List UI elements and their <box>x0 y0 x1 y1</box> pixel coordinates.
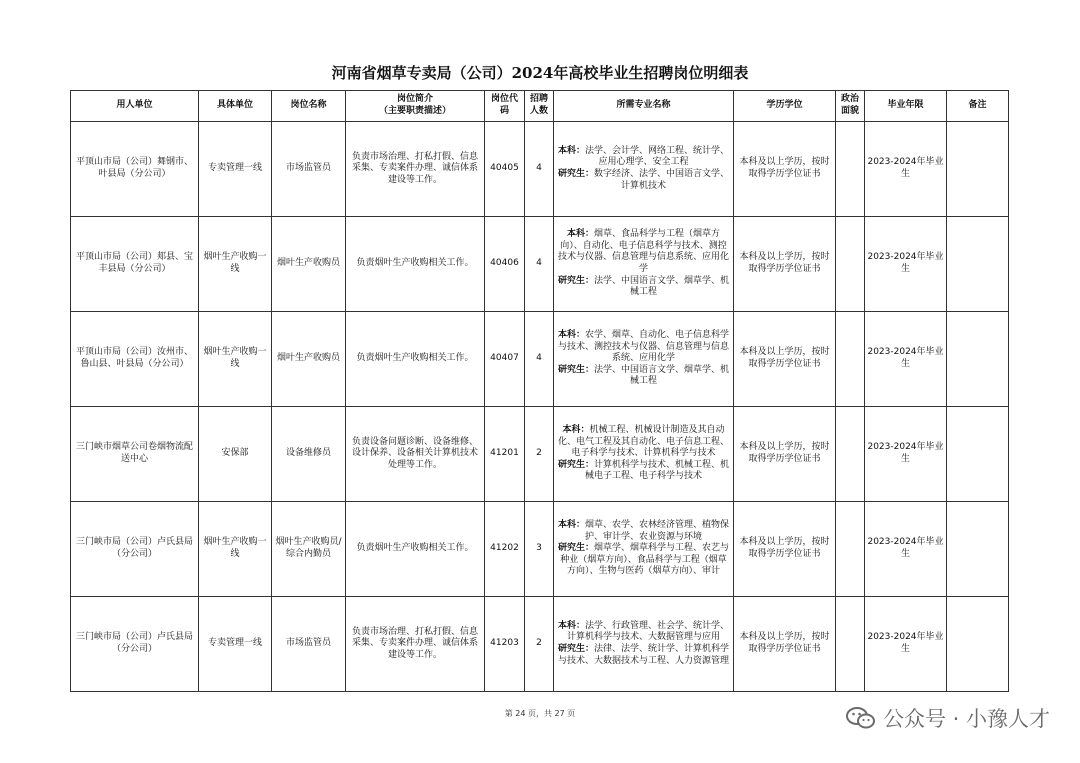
cell-employer: 三门峡市烟草公司卷烟物流配送中心 <box>71 407 199 502</box>
cell-unit: 烟叶生产收购一线 <box>199 217 272 312</box>
cell-degree: 本科及以上学历，按时取得学历学位证书 <box>734 502 836 597</box>
cell-position: 设备维修员 <box>272 407 346 502</box>
header-remarks: 备注 <box>947 91 1009 122</box>
cell-count: 2 <box>525 407 554 502</box>
cell-count: 4 <box>525 217 554 312</box>
cell-political <box>836 122 865 217</box>
grad-majors <box>556 644 731 667</box>
undergrad-label: 本科： <box>557 620 585 631</box>
undergrad-label: 本科： <box>557 145 585 156</box>
cell-position: 烟叶生产收购员 <box>272 217 346 312</box>
header-code <box>485 91 525 122</box>
page-footer: 第 24 页，共 27 页 <box>504 709 576 718</box>
undergrad-majors <box>556 146 731 169</box>
table-row <box>71 597 1009 692</box>
cell-employer: 三门峡市局（公司）卢氏县局（分公司） <box>71 597 199 692</box>
cell-political <box>836 502 865 597</box>
cell-code: 41201 <box>485 407 525 502</box>
undergrad-text: 烟草、农学、农林经济管理、植物保护、审计学、农业资源与环境 <box>584 520 730 542</box>
table-row <box>71 502 1009 597</box>
cell-unit: 专卖管理一线 <box>199 122 272 217</box>
cell-count: 4 <box>525 312 554 407</box>
cell-unit: 安保部 <box>199 407 272 502</box>
header-political-line1: 政治 <box>840 94 859 105</box>
table-row <box>71 122 1009 217</box>
grad-text: 法学、中国语言文学、烟草学、机械工程 <box>594 275 730 298</box>
cell-graduation: 2023-2024年毕业生 <box>865 122 947 217</box>
cell-remarks <box>947 597 1009 692</box>
table-row <box>71 217 1009 312</box>
cell-remarks <box>947 502 1009 597</box>
cell-majors <box>554 217 734 312</box>
cell-intro: 负责烟叶生产收购相关工作。 <box>346 217 485 312</box>
cell-remarks <box>947 407 1009 502</box>
cell-code: 40406 <box>485 217 525 312</box>
grad-majors <box>556 169 731 192</box>
cell-unit: 烟叶生产收购一线 <box>199 312 272 407</box>
cell-majors <box>554 407 734 502</box>
undergrad-label: 本科： <box>562 425 590 436</box>
cell-remarks <box>947 122 1009 217</box>
grad-majors <box>556 365 731 388</box>
undergrad-majors <box>556 425 731 460</box>
cell-unit: 烟叶生产收购一线 <box>199 502 272 597</box>
cell-remarks <box>947 217 1009 312</box>
header-count <box>525 91 554 122</box>
cell-majors <box>554 312 734 407</box>
cell-position: 烟叶生产收购员 <box>272 312 346 407</box>
header-position: 岗位名称 <box>272 91 346 122</box>
undergrad-text: 机械工程、机械设计制造及其自动化、电气工程及其自动化、电子信息工程、电子科学与技术、计算机科学与技术 <box>557 425 729 459</box>
cell-graduation: 2023-2024年毕业生 <box>865 407 947 502</box>
cell-intro: 负责设备问题诊断、设备维修、设计保养、设备相关计算机技术处理等工作。 <box>346 407 485 502</box>
cell-code: 40407 <box>485 312 525 407</box>
undergrad-majors <box>556 621 731 644</box>
cell-employer: 平顶山市局（公司）舞钢市、叶县局（分公司） <box>71 122 199 217</box>
undergrad-majors <box>556 229 731 275</box>
header-intro <box>346 91 485 122</box>
cell-employer: 三门峡市局（公司）卢氏县局（分公司） <box>71 502 199 597</box>
header-political <box>836 91 865 122</box>
undergrad-text: 法学、会计学、网络工程、统计学、应用心理学、安全工程 <box>585 145 730 168</box>
table-row <box>71 407 1009 502</box>
grad-text: 数字经济、法学、中国语言文学、计算机技术 <box>594 169 730 191</box>
cell-degree: 本科及以上学历，按时取得学历学位证书 <box>734 122 836 217</box>
cell-intro: 负责烟叶生产收购相关工作。 <box>346 312 485 407</box>
header-intro-line1: 岗位简介 <box>396 94 433 105</box>
cell-employer: 平顶山市局（公司）郏县、宝丰县局（分公司） <box>71 217 199 312</box>
header-row <box>71 91 1009 122</box>
header-graduation: 毕业年限 <box>865 91 947 122</box>
cell-degree: 本科及以上学历，按时取得学历学位证书 <box>734 312 836 407</box>
watermark <box>845 703 1050 733</box>
undergrad-label: 本科： <box>557 520 585 531</box>
watermark-text: 公众号 · 小豫人才 <box>882 707 1050 731</box>
grad-label: 研究生： <box>557 543 594 554</box>
undergrad-majors <box>556 330 731 365</box>
undergrad-text: 农学、烟草、自动化、电子信息科学与技术、测控技术与仪器、信息管理与信息系统、应用化学 <box>557 330 730 364</box>
undergrad-text: 法学、行政管理、社会学、统计学、计算机科学与技术、大数据管理与应用 <box>566 620 730 643</box>
cell-majors <box>554 597 734 692</box>
grad-text: 计算机科学与技术、机械工程、机械电子工程、电子科学与技术 <box>584 459 730 482</box>
grad-text: 烟草学、烟草科学与工程、农艺与种业（烟草方向）、食品科学与工程（烟草方向）、生物与医药（烟草方向）、审计 <box>560 543 730 577</box>
grad-label: 研究生： <box>557 459 594 470</box>
grad-label: 研究生： <box>557 275 594 286</box>
cell-count: 2 <box>525 597 554 692</box>
cell-code: 40405 <box>485 122 525 217</box>
grad-label: 研究生： <box>557 644 594 654</box>
wechat-icon <box>845 706 877 730</box>
cell-intro: 负责市场治理、打私打假、信息采集、专卖案件办理、诚信体系建设等工作。 <box>346 597 485 692</box>
grad-text: 法学、中国语言文学、烟草学、机械工程 <box>594 364 730 387</box>
undergrad-label: 本科： <box>566 229 594 240</box>
cell-code: 41202 <box>485 502 525 597</box>
cell-graduation: 2023-2024年毕业生 <box>865 502 947 597</box>
cell-position: 烟叶生产收购员/综合内勤员 <box>272 502 346 597</box>
table-row <box>71 312 1009 407</box>
header-unit: 具体单位 <box>199 91 272 122</box>
cell-intro: 负责市场治理、打私打假、信息采集、专卖案件办理、诚信体系建设等工作。 <box>346 122 485 217</box>
cell-majors <box>554 122 734 217</box>
cell-position: 市场监管员 <box>272 597 346 692</box>
cell-count: 4 <box>525 122 554 217</box>
cell-majors <box>554 502 734 597</box>
header-employer: 用人单位 <box>71 91 199 122</box>
undergrad-majors <box>556 520 731 543</box>
header-majors: 所需专业名称 <box>554 91 734 122</box>
cell-political <box>836 597 865 692</box>
undergrad-text: 烟草、食品科学与工程（烟草方向）、自动化、电子信息科学与技术、测控技术与仪器、信息管理与信息系统、应用化学 <box>557 229 729 274</box>
undergrad-label: 本科： <box>557 330 585 341</box>
grad-majors <box>556 276 731 299</box>
grad-majors <box>556 543 731 578</box>
cell-political <box>836 217 865 312</box>
grad-majors <box>556 460 731 483</box>
cell-graduation: 2023-2024年毕业生 <box>865 597 947 692</box>
header-count-line2: 人数 <box>529 106 548 116</box>
header-political-line2: 面貌 <box>840 106 859 116</box>
cell-graduation: 2023-2024年毕业生 <box>865 217 947 312</box>
cell-graduation: 2023-2024年毕业生 <box>865 312 947 407</box>
cell-code: 41203 <box>485 597 525 692</box>
cell-count: 3 <box>525 502 554 597</box>
cell-unit: 专卖管理一线 <box>199 597 272 692</box>
grad-text: 法律、法学、统计学、计算机科学与技术、大数据技术与工程、人力资源管理 <box>557 644 730 666</box>
header-code-line2: 码 <box>499 106 509 116</box>
cell-political <box>836 312 865 407</box>
header-intro-line2: （主要职责描述） <box>378 106 451 116</box>
cell-employer: 平顶山市局（公司）汝州市、鲁山县、叶县局（分公司） <box>71 312 199 407</box>
page-title: 河南省烟草专卖局（公司）2024年高校毕业生招聘岗位明细表 <box>331 64 749 82</box>
header-degree: 学历学位 <box>734 91 836 122</box>
recruitment-table <box>70 90 1009 692</box>
cell-remarks <box>947 312 1009 407</box>
cell-intro: 负责烟叶生产收购相关工作。 <box>346 502 485 597</box>
cell-political <box>836 407 865 502</box>
cell-degree: 本科及以上学历，按时取得学历学位证书 <box>734 217 836 312</box>
header-code-line1: 岗位代 <box>490 94 518 105</box>
header-count-line1: 招聘 <box>529 94 548 105</box>
grad-label: 研究生： <box>557 364 594 375</box>
grad-label: 研究生： <box>557 169 594 179</box>
cell-degree: 本科及以上学历，按时取得学历学位证书 <box>734 597 836 692</box>
cell-position: 市场监管员 <box>272 122 346 217</box>
cell-degree: 本科及以上学历，按时取得学历学位证书 <box>734 407 836 502</box>
